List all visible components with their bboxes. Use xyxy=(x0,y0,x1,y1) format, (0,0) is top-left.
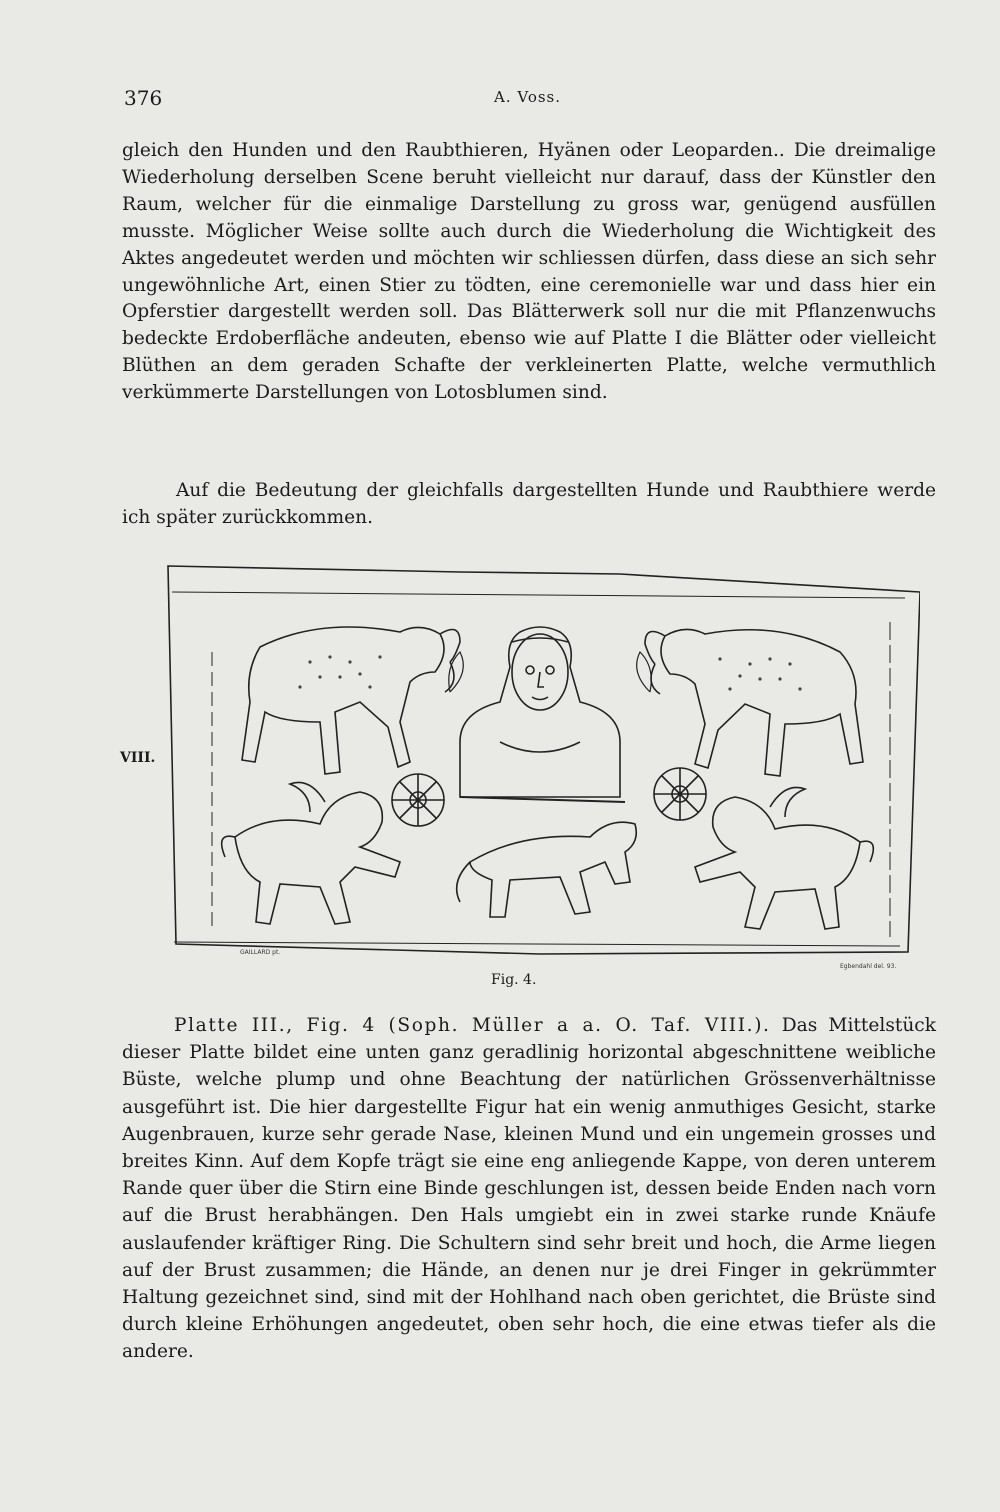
paragraph-3-body: Das Mittelstück dieser Platte bildet eine unten ganz geradlinig horizontal abgeschnittene weibliche Büste, welche plump und ohne Beachtung der natürlichen Grössenverhältnisse ausgeführt ist. Die hier dargestellte Figur hat ein wenig anmuthiges Gesicht, starke Augenbrauen, kurze sehr gerade Nase, kleinen Mund und ein ungemein grosses und breites Kinn. Auf dem Kopfe trägt sie eine eng anliegende Kappe, von deren unterem Rande quer über die Stirn eine Binde geschlungen ist, dessen beide Enden nach vorn auf die Brust herabhängen. Den Hals umgiebt ein in zwei starke runde Knäufe auslaufender kräftiger Ring. Die Schultern sind sehr breit und hoch, die Arme liegen auf der Brust zusammen; die Hände, an denen nur je drei Finger in gekrümmter Haltung gezeichnet sind, sind mit der Hohlhand nach oben gerichtet, die Brüste sind durch kleine Erhöhungen angedeutet, oben sehr hoch, die eine etwas tiefer als die andere. xyxy=(122,1015,936,1363)
running-head: A. Voss. xyxy=(494,88,562,106)
paragraph-3 xyxy=(122,1012,936,1366)
paragraph-2: Auf die Bedeutung der gleichfalls dargestellten Hunde und Raubthiere werde ich später zurückkommen. xyxy=(122,480,936,528)
engraver-signature: GAILLARD pt. xyxy=(240,949,281,956)
plate-label: VIII. xyxy=(120,750,156,766)
page-header xyxy=(124,86,940,116)
figure-plate-illustration xyxy=(160,562,920,972)
draughtsman-signature: Egbendahl del. 93. xyxy=(840,963,897,970)
plate-reference: Platte III., Fig. 4 (Soph. Müller a a. O. Taf. VIII.). xyxy=(174,1015,771,1036)
page-number: 376 xyxy=(124,86,163,110)
figure-caption: Fig. 4. xyxy=(491,972,537,988)
paragraph-1: gleich den Hunden und den Raubthieren, Hyänen oder Leoparden.. Die dreimalige Wiederholung derselben Scene beruht vielleicht nur darauf, dass der Künstler den Raum, welcher für die einmalige Darstellung zu gross war, genügend ausfüllen musste. Möglicher Weise sollte auch durch die Wiederholung die Wichtigkeit des Aktes angedeutet werden und möchten wir schliessen dürfen, dass diese an sich sehr ungewöhnliche Art, einen Stier zu tödten, eine ceremonielle war und dass hier ein Opferstier dargestellt werden soll. Das Blätterwerk soll nur die mit Pflanzenwuchs bedeckte Erdoberfläche andeuten, ebenso wie auf Platte I die Blätter oder vielleicht Blüthen an dem geraden Schafte der verkleinerten Platte, welche vermuthlich verkümmerte Darstellungen von Lotosblumen sind. xyxy=(122,140,936,404)
